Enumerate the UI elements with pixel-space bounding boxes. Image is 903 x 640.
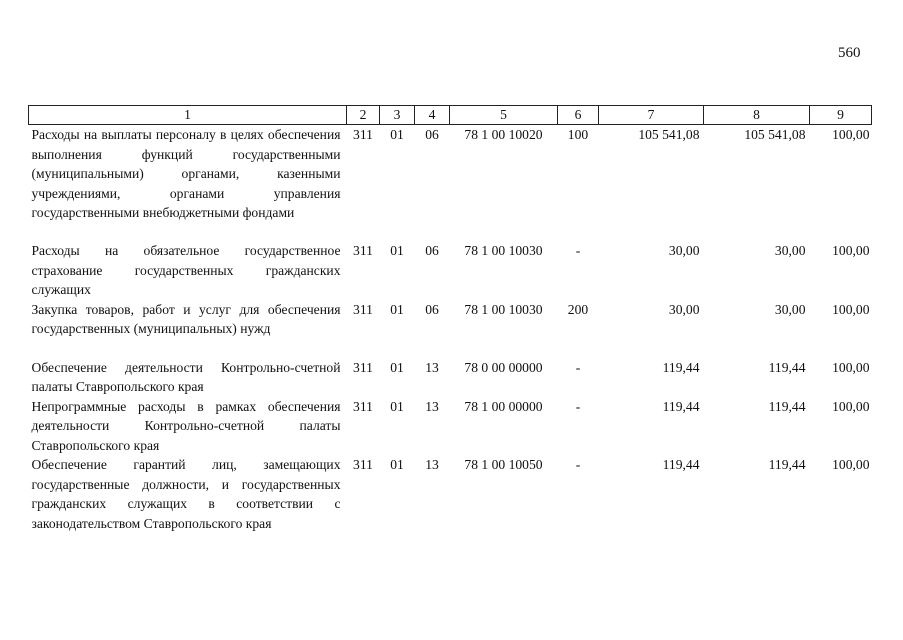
row-col-6: - (575, 398, 581, 414)
row-col-7: 105 541,08 (638, 127, 700, 142)
header-col-6: 6 (558, 106, 599, 125)
row-col-9: 100,00 (832, 127, 870, 142)
row-col-4: 13 (425, 398, 439, 414)
row-col-3: 01 (390, 127, 404, 142)
row-col-2: 311 (353, 398, 373, 414)
row-col-6: - (575, 359, 581, 375)
row-col-5: 78 1 00 10030 (464, 301, 543, 317)
row-col-4: 06 (425, 243, 439, 258)
row-col-8: 119,44 (768, 398, 806, 414)
table-row (29, 300, 872, 358)
header-col-3: 3 (380, 106, 415, 125)
row-col-2: 311 (353, 301, 373, 317)
row-col-4: 06 (425, 127, 439, 142)
row-description: Непрограммные расходы в рамках обеспечения деятельности Контрольно-счетной палаты Ставропольского края (31, 398, 341, 453)
table-row (29, 241, 872, 300)
header-col-5: 5 (450, 106, 558, 125)
row-col-4: 13 (425, 457, 439, 472)
row-col-8: 30,00 (774, 243, 806, 258)
header-col-7: 7 (599, 106, 704, 125)
row-col-9: 100,00 (832, 457, 870, 472)
row-description: Обеспечение деятельности Контрольно-счетной палаты Ставропольского края (31, 359, 341, 394)
table-row (29, 455, 872, 553)
row-col-8: 30,00 (774, 301, 806, 317)
table-row (29, 358, 872, 397)
row-col-9: 100,00 (832, 398, 870, 414)
row-col-2: 311 (353, 359, 373, 375)
row-col-5: 78 1 00 00000 (464, 398, 543, 414)
row-col-2: 311 (353, 243, 373, 258)
row-description: Закупка товаров, работ и услуг для обеспечения государственных (муниципальных) нужд (31, 301, 341, 336)
row-col-8: 119,44 (768, 457, 806, 472)
row-col-5: 78 1 00 10020 (464, 127, 543, 142)
budget-table (28, 105, 872, 553)
row-col-4: 06 (425, 301, 439, 317)
row-col-2: 311 (353, 457, 373, 472)
row-col-3: 01 (390, 398, 404, 414)
row-col-8: 119,44 (768, 359, 806, 375)
row-col-3: 01 (390, 301, 404, 317)
row-col-6: - (575, 243, 581, 258)
row-description: Расходы на обязательное государственное страхование государственных гражданских служащих (31, 243, 341, 297)
header-col-9: 9 (810, 106, 872, 125)
row-col-4: 13 (425, 359, 439, 375)
row-col-9: 100,00 (832, 301, 870, 317)
row-col-9: 100,00 (832, 243, 870, 258)
row-col-2: 311 (353, 127, 373, 142)
header-col-4: 4 (415, 106, 450, 125)
row-col-5: 78 1 00 10050 (464, 457, 543, 472)
row-col-6: 100 (567, 127, 589, 142)
header-col-8: 8 (704, 106, 810, 125)
row-col-6: - (575, 457, 581, 472)
row-description: Обеспечение гарантий лиц, замещающих государственные должности, и государственных гражданских служащих в соответствии с законодательством Ставропольского края (31, 457, 341, 531)
row-col-5: 78 0 00 00000 (464, 359, 543, 375)
header-col-1: 1 (29, 106, 347, 125)
table-row (29, 125, 872, 242)
table-header-row (29, 106, 872, 125)
page-number: 560 (838, 45, 861, 61)
row-col-6: 200 (567, 301, 589, 317)
row-col-7: 30,00 (668, 243, 700, 258)
row-col-7: 30,00 (668, 301, 700, 317)
row-col-7: 119,44 (662, 457, 700, 472)
row-col-7: 119,44 (662, 398, 700, 414)
row-description: Расходы на выплаты персоналу в целях обеспечения выполнения функций государственными (муниципальными) органами, казенными учреждениями, органами управления государственными внебюджетными фондами (31, 127, 341, 220)
table-row (29, 397, 872, 456)
row-col-3: 01 (390, 457, 404, 472)
header-col-2: 2 (347, 106, 380, 125)
row-col-7: 119,44 (662, 359, 700, 375)
row-col-9: 100,00 (832, 359, 870, 375)
row-col-3: 01 (390, 243, 404, 258)
row-col-5: 78 1 00 10030 (464, 243, 543, 258)
row-col-8: 105 541,08 (744, 127, 806, 142)
row-col-3: 01 (390, 359, 404, 375)
